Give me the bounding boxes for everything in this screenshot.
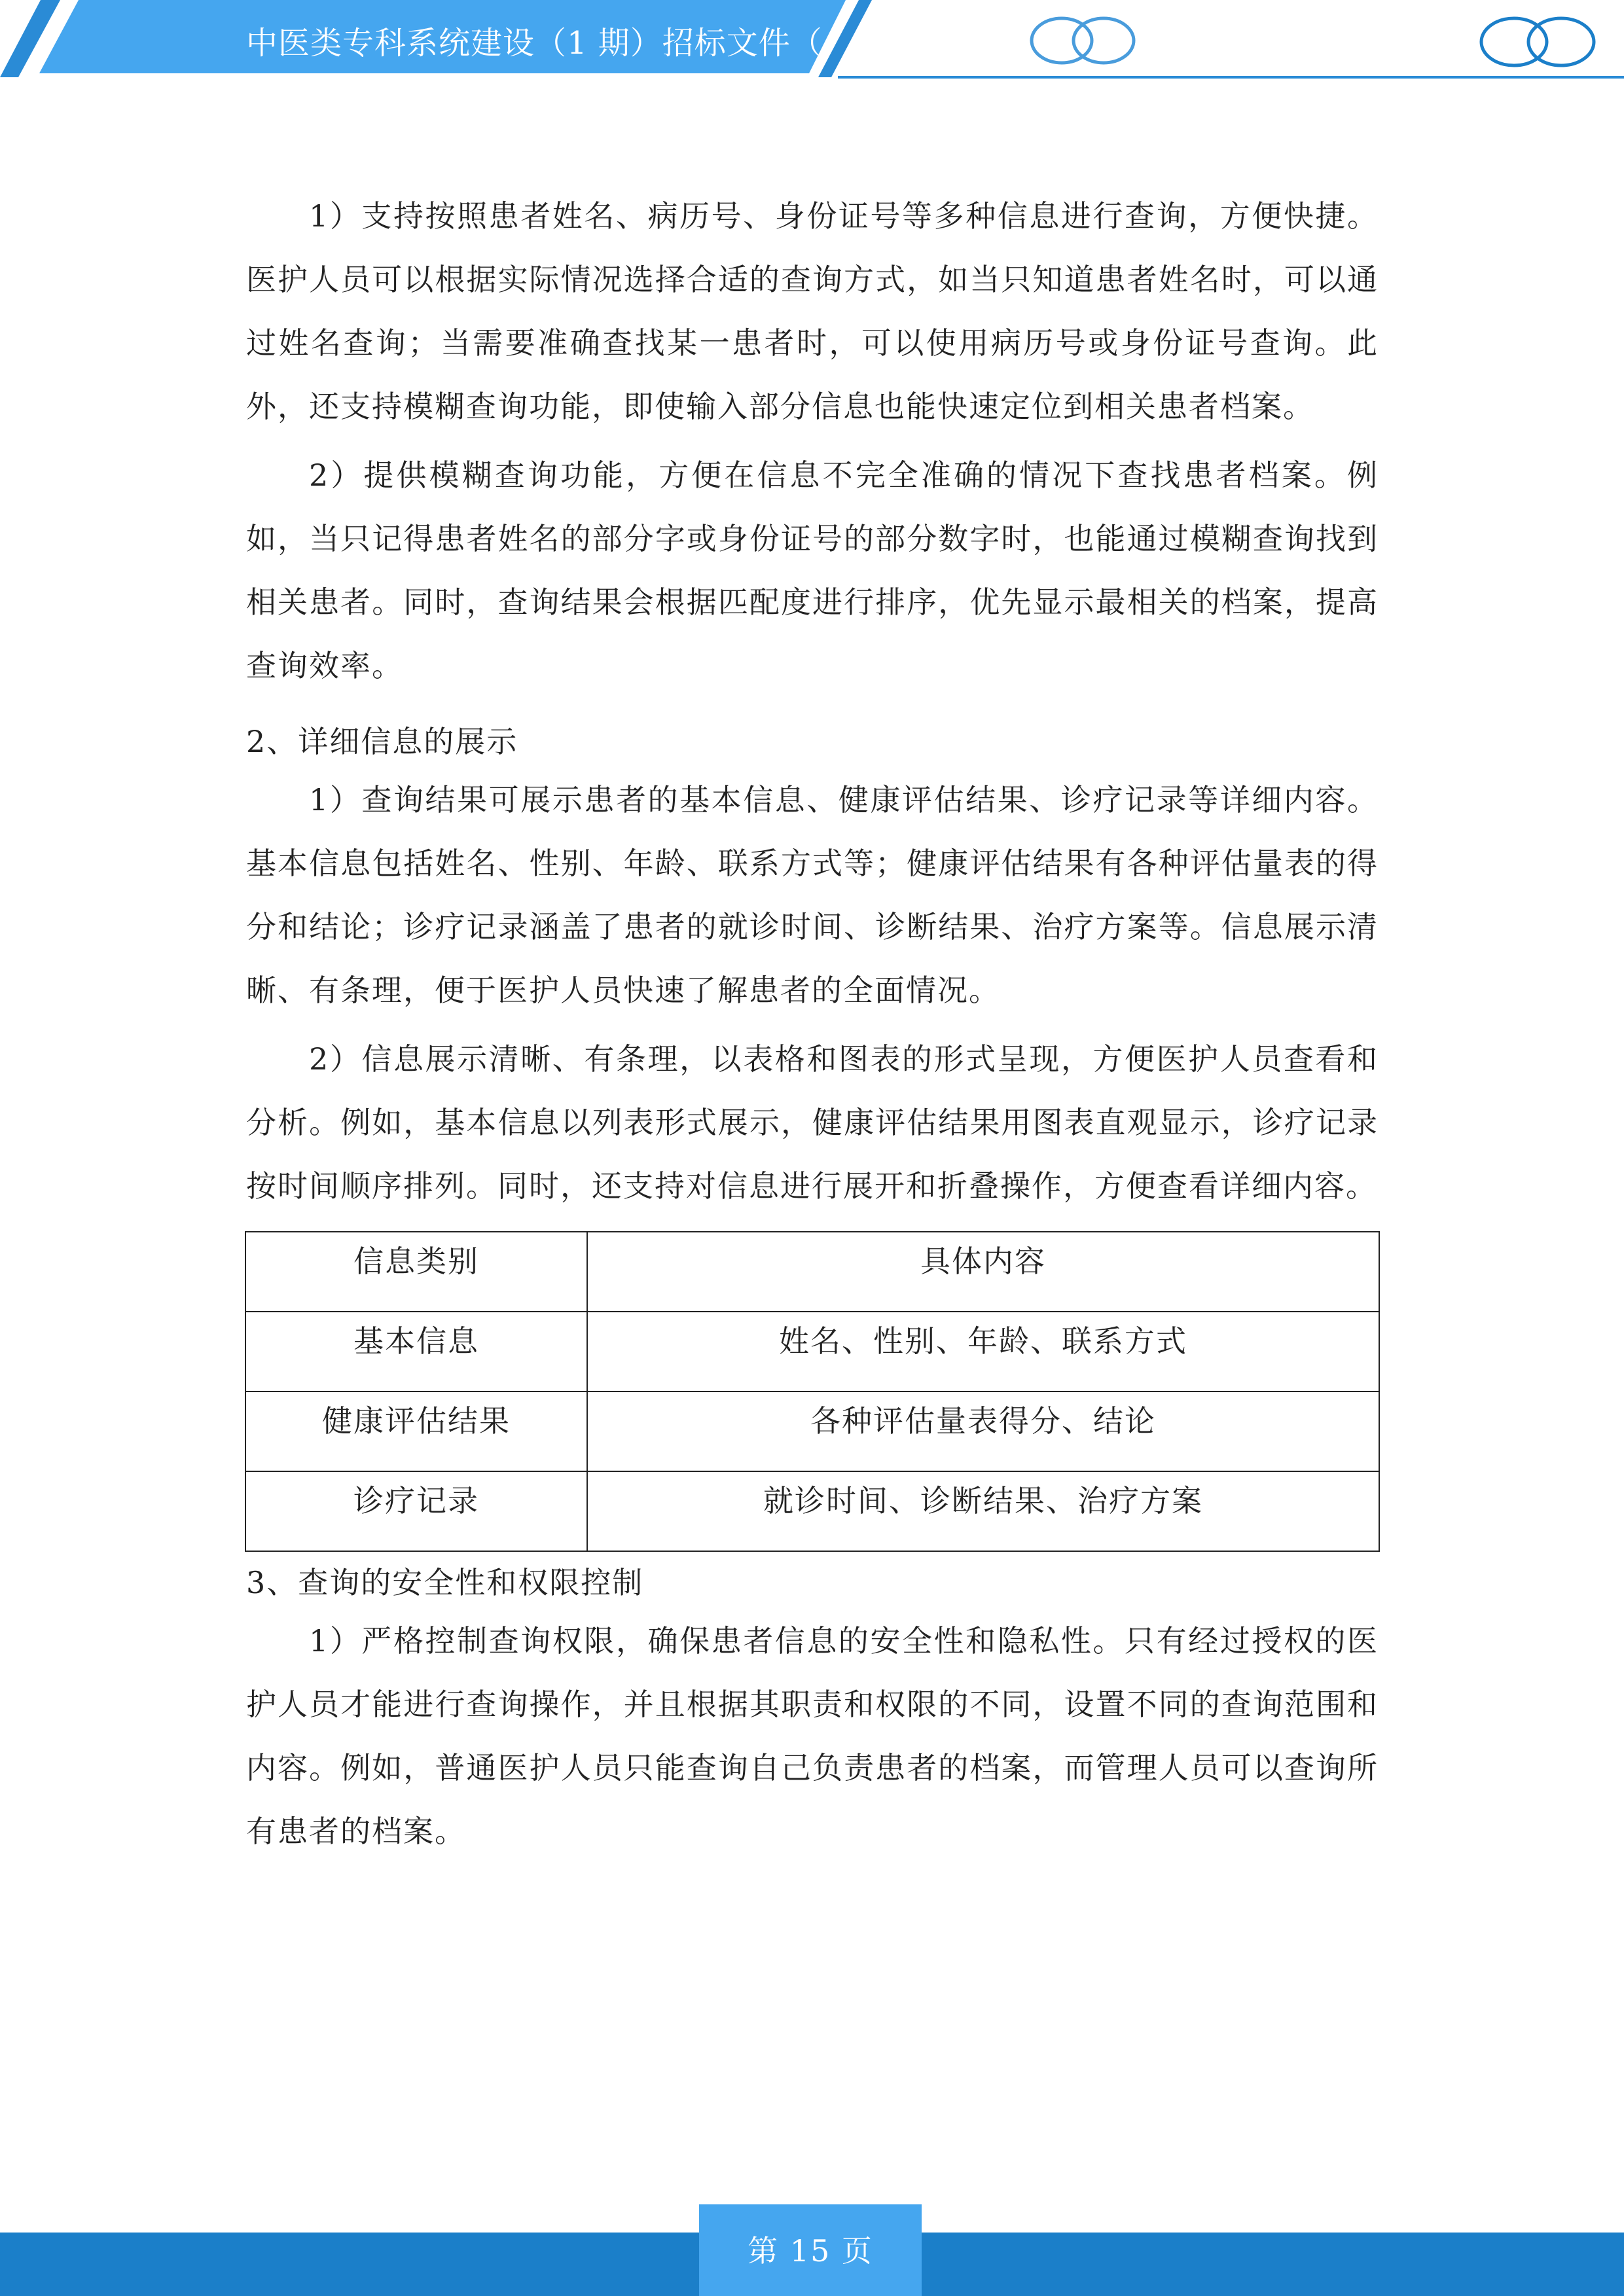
table-header-row — [245, 1232, 1379, 1312]
table-row — [245, 1312, 1379, 1391]
table-cell: 诊疗记录 — [245, 1471, 587, 1551]
detail-paragraph-2: 2）信息展示清晰、有条理，以表格和图表的形式呈现，方便医护人员查看和分析。例如，基本信息以列表形式展示，健康评估结果用图表直观显示，诊疗记录按时间顺序排列。同时，还支持对信息进行展开和折叠操作，方便查看详细内容。 — [246, 1041, 1379, 1204]
table-cell: 各种评估量表得分、结论 — [587, 1391, 1379, 1471]
table-header-cell: 信息类别 — [245, 1232, 587, 1312]
section-heading-security: 3、查询的安全性和权限控制 — [246, 1565, 644, 1600]
info-table — [245, 1231, 1380, 1552]
section-heading-detail: 2、详细信息的展示 — [246, 724, 518, 759]
document-body — [246, 185, 1379, 1863]
page-number: 第 15 页 — [748, 2233, 873, 2269]
document-title: 中医类专科系统建设（1 期）招标文件（ — [246, 25, 823, 62]
faded-ring-logo-icon — [1032, 18, 1134, 63]
table-header-cell: 具体内容 — [587, 1232, 1379, 1312]
detail-paragraph-1: 1）查询结果可展示患者的基本信息、健康评估结果、诊疗记录等详细内容。基本信息包括姓名、性别、年龄、联系方式等；健康评估结果有各种评估量表的得分和结论；诊疗记录涵盖了患者的就诊时间、诊断结果、治疗方案等。信息展示清晰、有条理，便于医护人员快速了解患者的全面情况。 — [246, 782, 1379, 1008]
query-paragraph-1: 1）支持按照患者姓名、病历号、身份证号等多种信息进行查询，方便快捷。医护人员可以根据实际情况选择合适的查询方式，如当只知道患者姓名时，可以通过姓名查询；当需要准确查找某一患者时，可以使用病历号或身份证号查询。此外，还支持模糊查询功能，即使输入部分信息也能快速定位到相关患者档案。 — [246, 198, 1379, 424]
table-cell: 健康评估结果 — [245, 1391, 587, 1471]
table-row — [245, 1391, 1379, 1471]
table-cell: 基本信息 — [245, 1312, 587, 1391]
security-paragraph-1: 1）严格控制查询权限，确保患者信息的安全性和隐私性。只有经过授权的医护人员才能进行查询操作，并且根据其职责和权限的不同，设置不同的查询范围和内容。例如，普通医护人员只能查询自己负责患者的档案，而管理人员可以查询所有患者的档案。 — [246, 1623, 1379, 1849]
double-ring-logo-icon — [1481, 18, 1594, 65]
query-paragraph-2: 2）提供模糊查询功能，方便在信息不完全准确的情况下查找患者档案。例如，当只记得患者姓名的部分字或身份证号的部分数字时，也能通过模糊查询找到相关患者。同时，查询结果会根据匹配度进行排序，优先显示最相关的档案，提高查询效率。 — [246, 457, 1379, 683]
page-header — [0, 0, 1624, 85]
table-cell: 就诊时间、诊断结果、治疗方案 — [587, 1471, 1379, 1551]
table-cell: 姓名、性别、年龄、联系方式 — [587, 1312, 1379, 1391]
table-row — [245, 1471, 1379, 1551]
